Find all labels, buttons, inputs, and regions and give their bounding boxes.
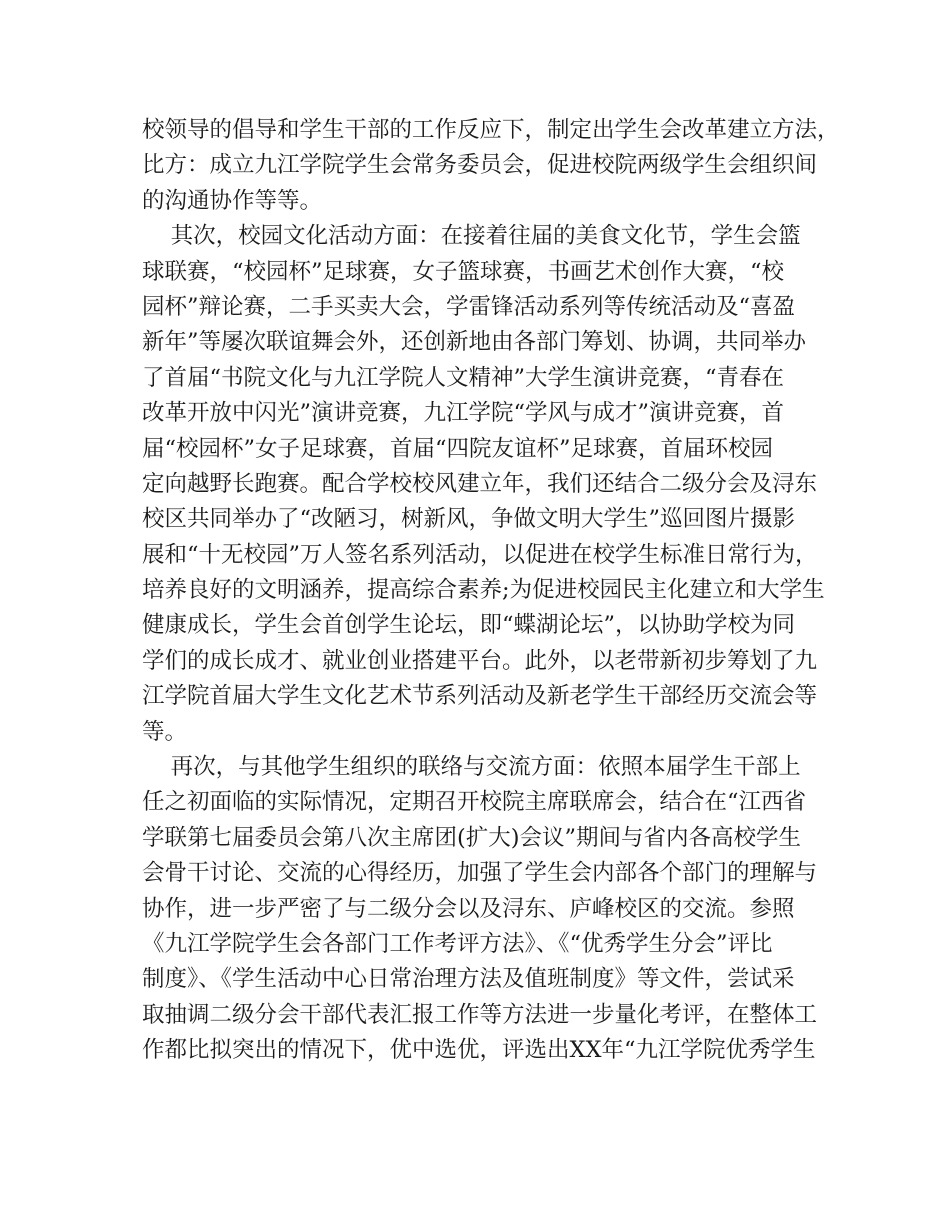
text-line: 《九江学院学生会各部门工作考评方法》、《“优秀学生分会”评比 xyxy=(142,930,773,957)
text-line: 球联赛，“校园杯”足球赛，女子篮球赛，书画艺术创作大赛，“校 xyxy=(142,258,785,285)
text-line: 比方：成立九江学院学生会常务委员会，促进校院两级学生会组织间 xyxy=(142,152,818,179)
text-line: 了首届“书院文化与九江学院人文精神”大学生演讲竞赛，“青春在 xyxy=(142,364,785,391)
text-line: 培养良好的文明涵养，提高综合素养;为促进校园民主化建立和大学生 xyxy=(142,577,825,604)
text-line: 取抽调二级分会干部代表汇报工作等方法进一步量化考评，在整体工 xyxy=(142,1001,818,1028)
text-line: 新年”等屡次联谊舞会外，还创新地由各部门筹划、协调，共同举办 xyxy=(142,329,807,356)
text-line: 园杯”辩论赛，二手买卖大会，学雷锋活动系列等传统活动及“喜盈 xyxy=(142,293,796,320)
text-line: 健康成长，学生会首创学生论坛，即“蝶湖论坛”，以协助学校为同 xyxy=(142,612,796,639)
text-line: 任之初面临的实际情况，定期召开校院主席联席会，结合在“江西省 xyxy=(142,789,807,816)
text-line: 作都比拟突出的情况下，优中选优，评选出XX年“九江学院优秀学生 xyxy=(142,1037,816,1064)
text-line: 校领导的倡导和学生干部的工作反应下，制定出学生会改革建立方法， xyxy=(142,117,840,143)
text-line: 的沟通协作等等。 xyxy=(142,187,323,214)
text-line: 校区共同举办了“改陋习，树新风，争做文明大学生”巡回图片摄影 xyxy=(142,506,796,533)
text-line: 制度》、《学生活动中心日常治理方法及值班制度》等文件，尝试采 xyxy=(142,966,795,993)
text-line: 其次，校园文化活动方面：在接着往届的美食文化节，学生会篮 xyxy=(142,223,801,250)
document-body-text xyxy=(142,113,840,1069)
text-line: 改革开放中闪光”演讲竞赛，九江学院“学风与成才”演讲竞赛，首 xyxy=(142,400,785,427)
text-line: 等。 xyxy=(142,718,188,745)
text-line: 定向越野长跑赛。配合学校校风建立年，我们还结合二级分会及浔东 xyxy=(142,470,818,497)
text-line: 学们的成长成才、就业创业搭建平台。此外，以老带新初步筹划了九 xyxy=(142,647,818,674)
text-line: 届“校园杯”女子足球赛，首届“四院友谊杯”足球赛，首届环校园 xyxy=(142,435,774,462)
text-line: 展和“十无校园”万人签名系列活动，以促进在校学生标准日常行为， xyxy=(142,541,818,568)
text-line: 再次，与其他学生组织的联络与交流方面：依照本届学生干部上 xyxy=(142,754,801,781)
text-line: 学联第七届委员会第八次主席团(扩大)会议”期间与省内各高校学生 xyxy=(142,824,802,851)
text-line: 会骨干讨论、交流的心得经历，加强了学生会内部各个部门的理解与 xyxy=(142,860,818,887)
text-line: 江学院首届大学生文化艺术节系列活动及新老学生干部经历交流会等 xyxy=(142,683,818,710)
text-line: 协作，进一步严密了与二级分会以及浔东、庐峰校区的交流。参照 xyxy=(142,895,795,922)
